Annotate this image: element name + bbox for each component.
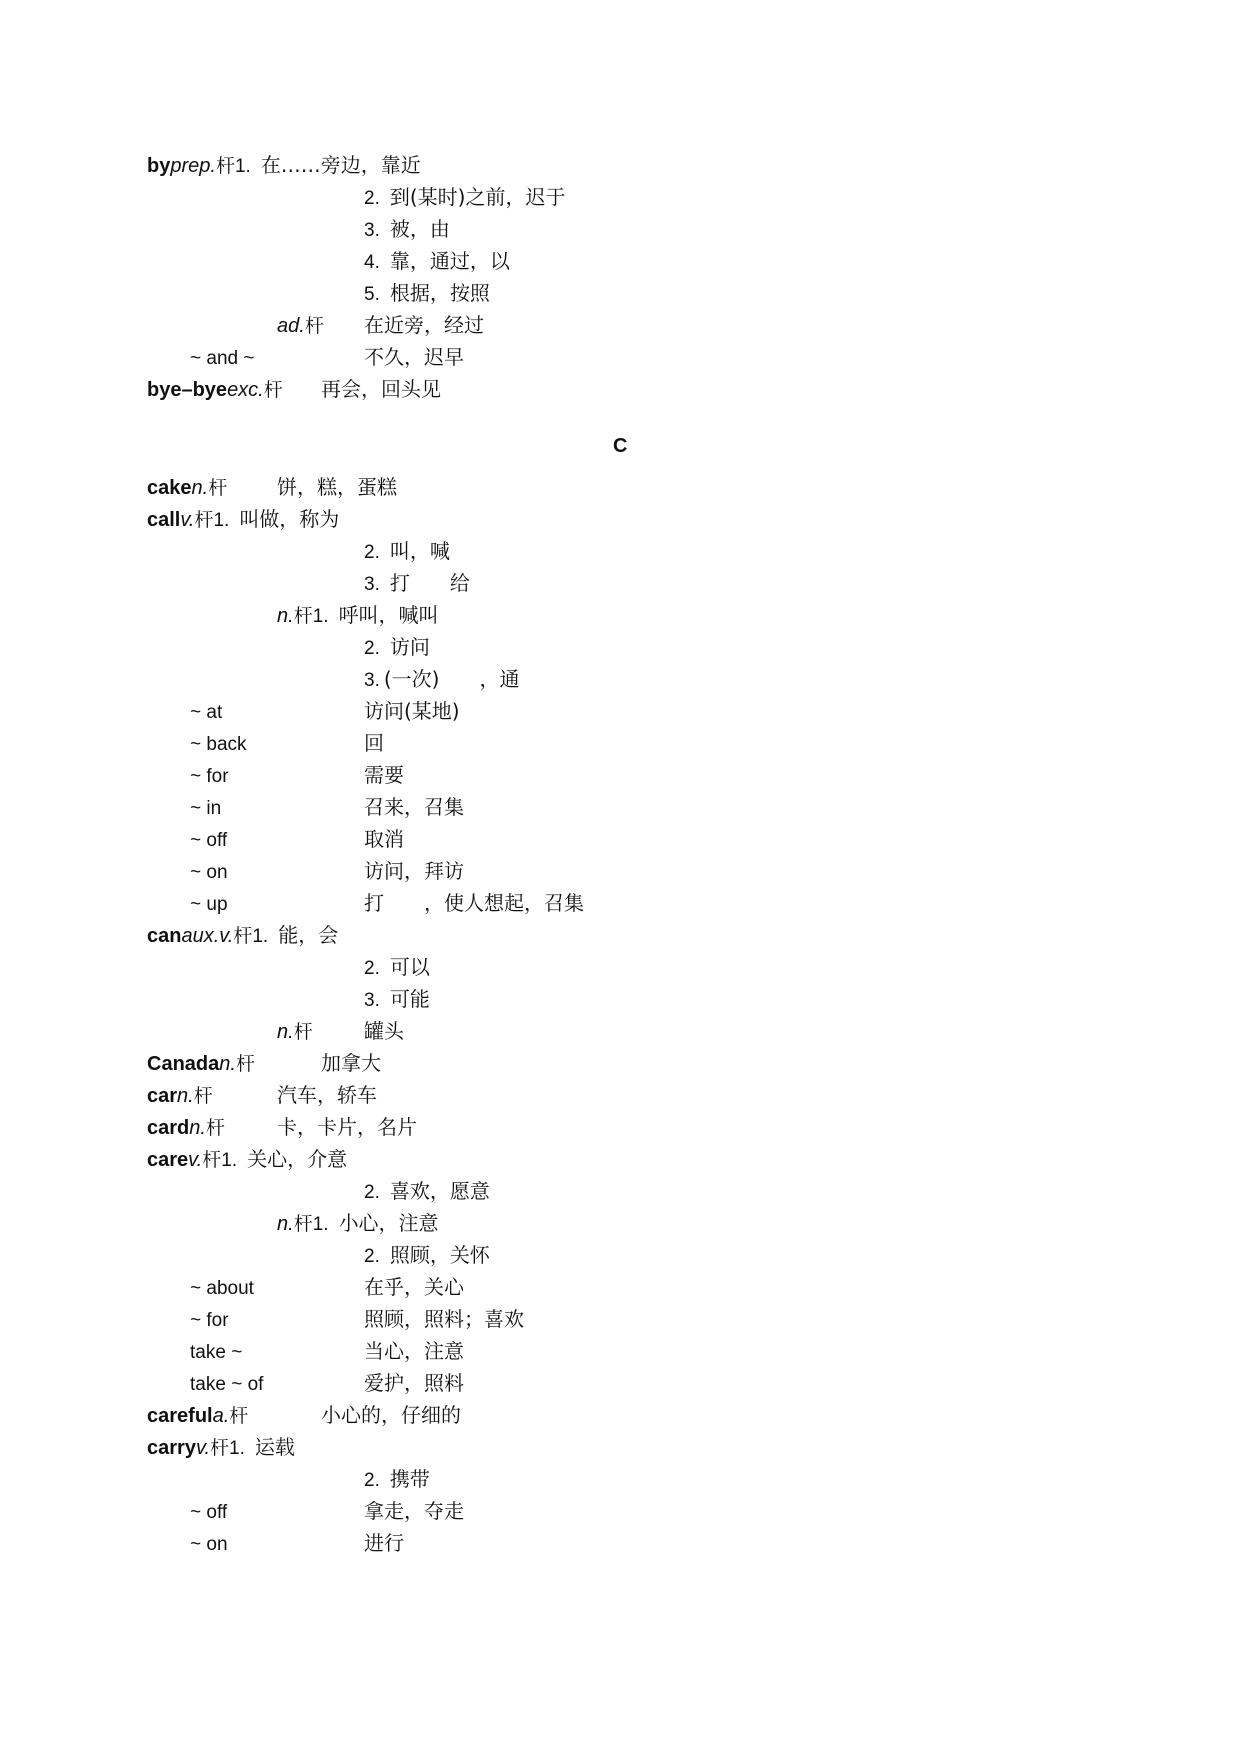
entry-mark: 杆	[194, 509, 214, 531]
phrase-line	[190, 1529, 228, 1557]
definition-line	[321, 1401, 461, 1429]
definition-line	[277, 1113, 417, 1141]
pos-line	[277, 601, 439, 629]
sense-number: 1.	[229, 1438, 245, 1459]
headword: Canada	[147, 1053, 220, 1075]
entry-mark: 杆	[235, 1053, 255, 1075]
sense-number: 3.	[364, 990, 380, 1011]
section-letter: C	[613, 435, 628, 457]
phrase: ~ for	[190, 1310, 229, 1331]
phrase: ~ about	[190, 1278, 254, 1299]
definition: 饼，糕，蛋糕	[277, 475, 397, 499]
definition: 不久，迟早	[364, 345, 464, 369]
definition: 拿走，夺走	[364, 1499, 464, 1523]
definition: 呼叫，喊叫	[338, 603, 439, 627]
part-of-speech: ad.	[277, 315, 305, 337]
definition-line	[364, 697, 460, 725]
sense-number: 2.	[364, 188, 380, 209]
entry-care	[147, 1145, 347, 1173]
definition: 访问(某地)	[364, 699, 460, 723]
definition: 爱护，照料	[364, 1371, 464, 1395]
pos-line	[277, 311, 324, 339]
headword: care	[147, 1149, 189, 1171]
pos-line	[277, 1017, 313, 1045]
sense-line	[364, 215, 450, 243]
phrase: ~ up	[190, 894, 228, 915]
entry-careful	[147, 1401, 248, 1429]
definition: 罐头	[364, 1019, 404, 1043]
phrase-line	[190, 1273, 254, 1301]
phrase: ~ off	[190, 1502, 228, 1523]
entry-canada	[147, 1049, 255, 1077]
sense-number: 2.	[364, 1246, 380, 1267]
phrase-line	[190, 793, 221, 821]
sense-number: 1.	[312, 1214, 329, 1235]
headword: bye–bye	[147, 379, 228, 401]
definition-line	[364, 1529, 404, 1557]
entry-bye-bye	[147, 375, 283, 403]
definition-line	[364, 1369, 464, 1397]
definition: 能，会	[278, 923, 339, 947]
sense-number: 1.	[252, 926, 269, 947]
definition: 照顾，关怀	[389, 1243, 490, 1267]
part-of-speech: n.	[277, 1021, 294, 1043]
sense-line	[364, 633, 430, 661]
sense-number: 4.	[364, 252, 380, 273]
definition: 再会，回头见	[321, 377, 441, 401]
definition: 喜欢，愿意	[389, 1179, 490, 1203]
definition-line	[364, 311, 484, 339]
entry-mark: 杆	[293, 1213, 313, 1235]
phrase-line	[190, 729, 247, 757]
entry-mark: 杆	[210, 1437, 230, 1459]
definition-line	[364, 857, 464, 885]
definition: 叫，喊	[389, 539, 450, 563]
part-of-speech: v.	[180, 509, 195, 531]
definition: 汽车，轿车	[277, 1083, 377, 1107]
phrase: take ~	[190, 1342, 243, 1363]
sense-number: 1.	[213, 510, 230, 531]
phrase: ~ and ~	[190, 348, 255, 369]
definition: 打 给	[389, 571, 470, 595]
definition: 根据，按照	[389, 281, 490, 305]
definition: 回	[364, 731, 384, 755]
definition-line	[364, 825, 404, 853]
entry-call	[147, 505, 339, 533]
entry-can	[147, 921, 338, 949]
definition-line	[364, 1497, 464, 1525]
sense-number: 3.	[364, 220, 380, 241]
entry-mark: 杆	[229, 1405, 249, 1427]
headword: card	[147, 1117, 190, 1139]
headword: careful	[147, 1405, 213, 1427]
phrase-line	[190, 825, 227, 853]
sense-number: 2.	[364, 1182, 380, 1203]
definition-line	[321, 1049, 381, 1077]
phrase: ~ in	[190, 798, 222, 819]
entry-car	[147, 1081, 213, 1109]
sense-number: 1.	[221, 1150, 238, 1171]
entry-mark: 杆	[202, 1149, 222, 1171]
phrase-line	[190, 761, 229, 789]
sense-number: 2.	[364, 638, 380, 659]
entry-by	[147, 151, 421, 179]
phrase-line	[190, 343, 254, 371]
phrase: ~ back	[190, 734, 247, 755]
phrase: ~ off	[190, 830, 228, 851]
phrase-line	[190, 697, 222, 725]
definition: 在乎，关心	[364, 1275, 464, 1299]
definition: 当心，注意	[364, 1339, 464, 1363]
phrase-line	[190, 1305, 229, 1333]
part-of-speech: n.	[219, 1053, 236, 1075]
phrase: take ~ of	[190, 1374, 264, 1395]
phrase-line	[190, 1337, 242, 1365]
headword: cake	[147, 477, 192, 499]
definition-line	[321, 375, 441, 403]
sense-number: 3.	[364, 670, 380, 691]
phrase: ~ on	[190, 1534, 228, 1555]
phrase-line	[190, 857, 228, 885]
definition-line	[277, 1081, 377, 1109]
sense-number: 5.	[364, 284, 380, 305]
sense-line	[364, 665, 519, 693]
definition-line	[364, 889, 584, 917]
definition-line	[364, 1017, 404, 1045]
definition: 需要	[364, 763, 404, 787]
sense-number: 2.	[364, 958, 380, 979]
definition: 访问，拜访	[364, 859, 464, 883]
sense-line	[364, 985, 430, 1013]
definition: 在近旁，经过	[364, 313, 484, 337]
definition: 进行	[364, 1531, 404, 1555]
definition: 取消	[364, 827, 404, 851]
definition-line	[364, 729, 384, 757]
entry-mark: 杆	[205, 1117, 225, 1139]
entry-mark: 杆	[293, 1021, 313, 1043]
sense-number: 2.	[364, 1470, 380, 1491]
definition: 靠，通过，以	[389, 249, 510, 273]
sense-line	[364, 247, 510, 275]
sense-line	[364, 537, 450, 565]
definition: 到(某时)之前，迟于	[389, 185, 566, 209]
sense-number: 2.	[364, 542, 380, 563]
phrase: ~ for	[190, 766, 229, 787]
definition: 可能	[389, 987, 430, 1011]
definition: 卡，卡片，名片	[277, 1115, 417, 1139]
definition: 携带	[389, 1467, 430, 1491]
entry-mark: 杆	[293, 605, 313, 627]
definition: (一次) ，通	[383, 667, 520, 691]
definition: 召来，召集	[364, 795, 464, 819]
sense-number: 3.	[364, 574, 380, 595]
part-of-speech: n.	[277, 605, 294, 627]
headword: can	[147, 925, 182, 947]
definition-line	[364, 793, 464, 821]
part-of-speech: v.	[188, 1149, 203, 1171]
definition: 被，由	[389, 217, 450, 241]
part-of-speech: prep.	[170, 155, 216, 177]
definition: 运载	[254, 1435, 295, 1459]
phrase-line	[190, 1497, 227, 1525]
entry-carry	[147, 1433, 295, 1461]
sense-line	[364, 183, 565, 211]
entry-mark: 杆	[233, 925, 253, 947]
entry-mark: 杆	[193, 1085, 213, 1107]
part-of-speech: n.	[191, 477, 209, 499]
definition: 关心，介意	[247, 1147, 348, 1171]
sense-number: 1.	[234, 156, 251, 177]
entry-cake	[147, 473, 227, 501]
sense-number: 1.	[312, 606, 329, 627]
part-of-speech: n.	[177, 1085, 194, 1107]
definition-line	[364, 1305, 524, 1333]
headword: carry	[147, 1437, 196, 1459]
definition: 可以	[389, 955, 430, 979]
sense-line	[364, 1241, 490, 1269]
definition-line	[277, 473, 397, 501]
definition: 小心，注意	[338, 1211, 439, 1235]
pos-line	[277, 1209, 439, 1237]
part-of-speech: aux.v.	[181, 925, 234, 947]
sense-line	[364, 953, 430, 981]
entry-mark: 杆	[263, 379, 283, 401]
definition: 在……旁边，靠近	[260, 153, 421, 177]
definition: 访问	[389, 635, 430, 659]
phrase: ~ at	[190, 702, 223, 723]
definition: 加拿大	[321, 1051, 381, 1075]
entry-mark: 杆	[304, 315, 324, 337]
definition-line	[364, 1273, 464, 1301]
definition: 小心的，仔细的	[321, 1403, 461, 1427]
definition-line	[364, 1337, 464, 1365]
headword: by	[147, 155, 171, 177]
sense-line	[364, 569, 470, 597]
definition-line	[364, 761, 404, 789]
sense-line	[364, 1465, 430, 1493]
headword: car	[147, 1085, 178, 1107]
part-of-speech: a.	[212, 1405, 230, 1427]
part-of-speech: exc.	[227, 379, 264, 401]
phrase: ~ on	[190, 862, 228, 883]
entry-mark: 杆	[208, 477, 228, 499]
part-of-speech: v.	[195, 1437, 211, 1459]
part-of-speech: n.	[189, 1117, 206, 1139]
sense-line	[364, 1177, 490, 1205]
phrase-line	[190, 1369, 263, 1397]
entry-mark: 杆	[215, 155, 235, 177]
definition-line	[364, 343, 464, 371]
headword: call	[147, 509, 181, 531]
definition: 叫做，称为	[239, 507, 340, 531]
phrase-line	[190, 889, 228, 917]
entry-card	[147, 1113, 225, 1141]
definition: 照顾，照料；喜欢	[364, 1307, 524, 1331]
sense-line	[364, 279, 490, 307]
part-of-speech: n.	[277, 1213, 294, 1235]
definition: 打 ，使人想起，召集	[364, 891, 584, 915]
